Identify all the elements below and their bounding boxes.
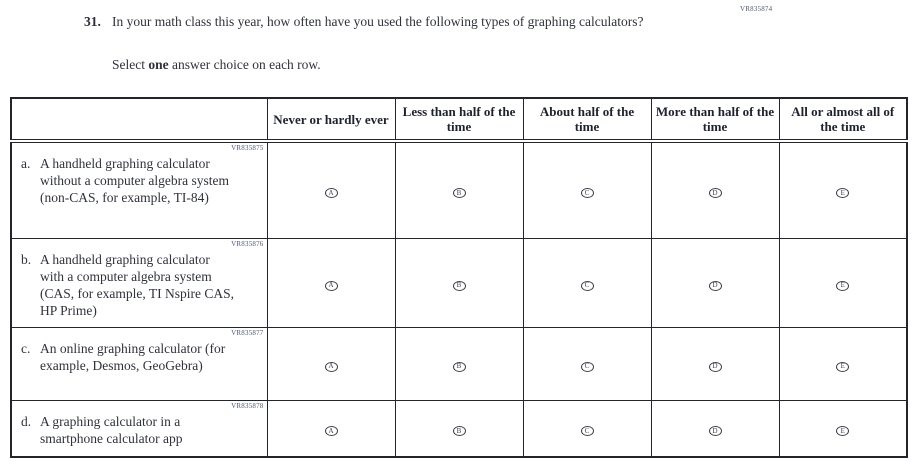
option-bubble-a[interactable]: A — [325, 362, 338, 372]
row-c-code: VR835877 — [231, 329, 264, 337]
row-b-option-cell-d — [651, 239, 779, 328]
row-a-option-cell-a — [267, 141, 395, 239]
table-row-c — [11, 328, 907, 401]
column-header-all: All or almost all of the time — [779, 98, 907, 141]
option-bubble-e[interactable]: E — [836, 281, 849, 291]
option-bubble-c[interactable]: C — [581, 426, 594, 436]
row-d-label-cell — [11, 401, 267, 458]
answer-grid — [10, 97, 908, 458]
option-bubble-e[interactable]: E — [836, 188, 849, 198]
option-bubble-d[interactable]: D — [709, 281, 722, 291]
select-instruction — [112, 57, 321, 73]
row-d-code: VR835878 — [231, 402, 264, 410]
row-c-option-cell-a — [267, 328, 395, 401]
row-a-option-cell-b — [395, 141, 523, 239]
option-bubble-a[interactable]: A — [325, 281, 338, 291]
row-d-text: A graphing calculator in a smartphone calculator app — [40, 414, 183, 446]
row-d-option-cell-c — [523, 401, 651, 458]
header-row — [11, 98, 907, 141]
row-c-option-cell-e — [779, 328, 907, 401]
option-bubble-e[interactable]: E — [836, 362, 849, 372]
row-c-option-cell-d — [651, 328, 779, 401]
question-block — [84, 13, 704, 30]
row-d-option-cell-e — [779, 401, 907, 458]
row-a-letter: a. — [21, 156, 31, 171]
option-bubble-a[interactable]: A — [325, 188, 338, 198]
option-bubble-d[interactable]: D — [709, 426, 722, 436]
row-c-option-cell-c — [523, 328, 651, 401]
row-b-text: A handheld graphing calculator with a computer algebra system (CAS, for example, TI Nspire CAS, HP Prime) — [40, 252, 234, 318]
row-d-letter: d. — [21, 414, 32, 429]
option-bubble-d[interactable]: D — [709, 362, 722, 372]
table-row-a — [11, 141, 907, 239]
option-bubble-c[interactable]: C — [581, 362, 594, 372]
row-a-code: VR835875 — [231, 144, 264, 152]
header-blank-cell — [11, 98, 267, 141]
column-header-more-than-half: More than half of the time — [651, 98, 779, 141]
option-bubble-c[interactable]: C — [581, 281, 594, 291]
row-b-option-cell-e — [779, 239, 907, 328]
row-b-label-cell — [11, 239, 267, 328]
question-text: In your math class this year, how often have you used the following types of graphing calculators? — [112, 14, 644, 29]
option-bubble-b[interactable]: B — [453, 188, 466, 198]
row-c-text: An online graphing calculator (for example, Desmos, GeoGebra) — [40, 341, 226, 373]
row-c-label-cell — [11, 328, 267, 401]
option-bubble-b[interactable]: B — [453, 426, 466, 436]
question-number: 31. — [84, 14, 101, 29]
row-d-option-cell-d — [651, 401, 779, 458]
instruction-prefix: Select — [112, 57, 149, 72]
option-bubble-c[interactable]: C — [581, 188, 594, 198]
column-header-less-than-half: Less than half of the time — [395, 98, 523, 141]
column-header-never: Never or hardly ever — [267, 98, 395, 141]
column-header-about-half: About half of the time — [523, 98, 651, 141]
row-a-text: A handheld graphing calculator without a computer algebra system (non-CAS, for example, TI-84) — [40, 156, 229, 205]
instruction-suffix: answer choice on each row. — [168, 57, 321, 72]
row-c-letter: c. — [21, 341, 31, 356]
form-code: VR835874 — [740, 5, 773, 13]
row-b-code: VR835876 — [231, 240, 264, 248]
option-bubble-a[interactable]: A — [325, 426, 338, 436]
row-c-option-cell-b — [395, 328, 523, 401]
row-b-option-cell-a — [267, 239, 395, 328]
option-bubble-b[interactable]: B — [453, 281, 466, 291]
row-a-label-cell — [11, 141, 267, 239]
row-b-option-cell-b — [395, 239, 523, 328]
row-d-option-cell-b — [395, 401, 523, 458]
row-b-option-cell-c — [523, 239, 651, 328]
row-a-option-cell-d — [651, 141, 779, 239]
option-bubble-d[interactable]: D — [709, 188, 722, 198]
option-bubble-e[interactable]: E — [836, 426, 849, 436]
row-d-option-cell-a — [267, 401, 395, 458]
row-a-option-cell-e — [779, 141, 907, 239]
option-bubble-b[interactable]: B — [453, 362, 466, 372]
table-row-b — [11, 239, 907, 328]
table-row-d — [11, 401, 907, 458]
row-b-letter: b. — [21, 252, 32, 267]
row-a-option-cell-c — [523, 141, 651, 239]
instruction-bold: one — [148, 57, 169, 72]
